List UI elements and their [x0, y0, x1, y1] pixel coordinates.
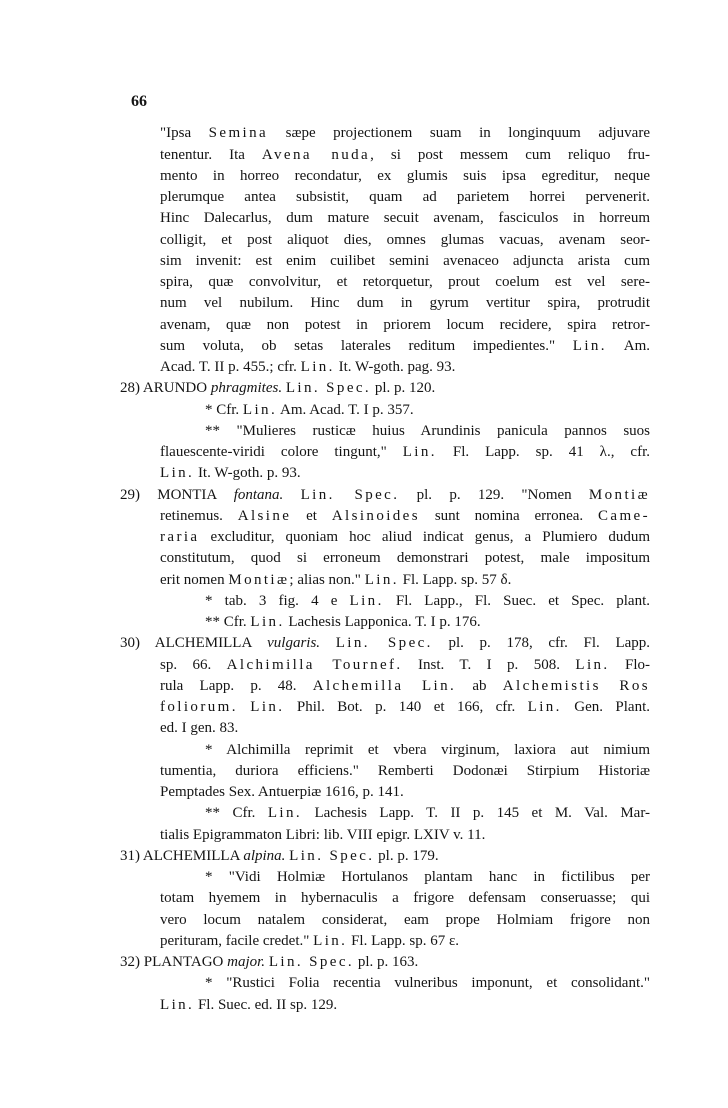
text-line: erit nomen Montiæ; alias non." Lin. Fl. Lapp. sp. 57 δ.	[160, 572, 512, 588]
text-line: ** Cfr. Lin. Lachesis Lapp. T. II p. 145 et M. Val. Mar-	[205, 805, 651, 821]
text-line: * Alchimilla reprimit et vbera virginum, laxiora aut nimium	[205, 742, 650, 758]
text-line: Lin. It. W-goth. p. 93.	[160, 465, 301, 481]
text-line: 29) MONTIA fontana. Lin. Spec. pl. p. 129. "Nomen Montiæ	[120, 487, 650, 503]
spaced-name: Lin.	[575, 657, 610, 673]
text-line: Acad. T. II p. 455.; cfr. Lin. It. W-goth. pag. 93.	[160, 359, 456, 375]
text-line: 31) ALCHEMILLA alpina. Lin. Spec. pl. p. 179.	[120, 848, 439, 864]
text-line: 28) ARUNDO phragmites. Lin. Spec. pl. p. 120.	[120, 380, 436, 396]
spaced-name: Lin. Spec.	[300, 487, 400, 503]
species-epithet: vulgaris.	[267, 635, 321, 651]
text-line: 30) ALCHEMILLA vulgaris. Lin. Spec. pl. p. 178, cfr. Fl. Lapp.	[120, 635, 651, 651]
text-line: tenentur. Ita Avena nuda, si post messem cum reliquo fru-	[160, 147, 651, 163]
text-line: sim invenit: est enim cuilibet semini avenaceo adjuncta arista cum	[160, 253, 650, 269]
text-line: sum voluta, ob setas laterales reditum impedientes." Lin. Am.	[160, 338, 650, 354]
text-line: spira, quæ convolvitur, et retorquetur, prout coelum est vel sere-	[160, 274, 650, 290]
text-line: raria excluditur, quoniam hoc aliud indicat genus, a Plumiero dudum	[160, 529, 650, 545]
text-line: ed. I gen. 83.	[160, 720, 239, 736]
text-line: "Ipsa Semina sæpe projectionem suam in longinquum adjuvare	[160, 125, 650, 141]
text-line: rula Lapp. p. 48. Alchemilla Lin. ab Alchemistis Ros	[160, 678, 650, 694]
text-line: * Cfr. Lin. Am. Acad. T. I p. 357.	[205, 402, 414, 418]
spaced-name: Lin. Spec.	[289, 848, 375, 864]
spaced-name: Alchemistis Ros	[502, 678, 650, 694]
text-line: * "Rustici Folia recentia vulneribus imponunt, et consolidant."	[205, 975, 650, 991]
spaced-name: Lin.	[313, 933, 348, 949]
spaced-name: Lin.	[364, 572, 399, 588]
spaced-name: Lin.	[267, 805, 303, 821]
text-line: Hinc Dalecarlus, dum mature secuit avenam, fasciculos in horreum	[160, 210, 650, 226]
text-line: constitutum, quod si erroneum demonstrari potest, male impositum	[160, 550, 650, 566]
spaced-name: Lin. Spec.	[285, 380, 372, 396]
text-line: ** Cfr. Lin. Lachesis Lapponica. T. I p. 176.	[205, 614, 481, 630]
spaced-name: Alsine	[237, 508, 292, 524]
text-line: avenam, quæ non potest in priorem locum recidere, spira retror-	[160, 317, 650, 333]
text-line: tumentia, duriora efficiens." Remberti Dodonæi Stirpium Historiæ	[160, 763, 650, 779]
spaced-name: Came-	[598, 508, 651, 524]
spaced-name: Lin.	[300, 359, 335, 375]
spaced-name: Montiæ	[228, 572, 290, 588]
spaced-name: Lin.	[242, 402, 278, 418]
text-line: totam hyemem in hybernaculis a frigore defensam conseruasse; qui	[160, 890, 650, 906]
text-line: colligit, et post aliquot dies, omnes glumas vacuas, avenam seor-	[160, 232, 650, 248]
spaced-name: Lin.	[250, 614, 285, 630]
text-line: plerumque antea subsistit, quam ad parietem horrei pervenerit.	[160, 189, 650, 205]
spaced-name: Lin.	[250, 699, 285, 715]
text-line: * tab. 3 fig. 4 e Lin. Fl. Lapp., Fl. Suec. et Spec. plant.	[205, 593, 650, 609]
spaced-name: Semina	[208, 125, 269, 141]
page-number: 66	[131, 93, 147, 110]
text-line: flauescente-viridi colore tingunt," Lin. Fl. Lapp. sp. 41 λ., cfr.	[160, 444, 650, 460]
species-epithet: alpina.	[243, 848, 286, 864]
spaced-name: Lin.	[160, 997, 195, 1013]
text-line: ** "Mulieres rusticæ huius Arundinis panicula pannos suos	[205, 423, 650, 439]
spaced-name: foliorum.	[160, 699, 238, 715]
spaced-name: raria	[160, 529, 200, 545]
text-line: mento in horreo recondatur, ex glumis suis ipsa egreditur, neque	[160, 168, 650, 184]
spaced-name: Lin.	[349, 593, 384, 609]
spaced-name: Lin.	[160, 465, 195, 481]
text-line: * "Vidi Holmiæ Hortulanos plantam hanc in fictilibus per	[205, 869, 650, 885]
spaced-name: Lin.	[572, 338, 607, 354]
spaced-name: Montiæ	[588, 487, 650, 503]
spaced-name: Avena nuda	[261, 147, 371, 163]
text-line: tialis Epigrammaton Libri: lib. VIII epigr. LXIV v. 11.	[160, 827, 486, 843]
text-line: retinemus. Alsine et Alsinoides sunt nomina erronea. Came-	[160, 508, 651, 524]
spaced-name: Lin.	[402, 444, 437, 460]
text-line: Lin. Fl. Suec. ed. II sp. 129.	[160, 997, 338, 1013]
spaced-name: Lin. Spec.	[268, 954, 355, 970]
text-line: vero locum natalem considerat, eam prope Holmiam frigore non	[160, 912, 650, 928]
spaced-name: Lin. Spec.	[335, 635, 433, 651]
text-line: foliorum. Lin. Phil. Bot. p. 140 et 166, cfr. Lin. Gen. Plant.	[160, 699, 651, 715]
text-line: perituram, facile credet." Lin. Fl. Lapp. sp. 67 ε.	[160, 933, 460, 949]
spaced-name: Lin.	[527, 699, 562, 715]
species-epithet: phragmites.	[210, 380, 283, 396]
spaced-name: Alsinoides	[331, 508, 420, 524]
spaced-name: Alchimilla Tournef.	[226, 657, 403, 673]
spaced-name: Alchemilla Lin.	[312, 678, 457, 694]
text-line: sp. 66. Alchimilla Tournef. Inst. T. I p. 508. Lin. Flo-	[160, 657, 650, 673]
text-line: Pemptades Sex. Antuerpiæ 1616, p. 141.	[160, 784, 404, 800]
text-line: num vel nubilum. Hinc dum in gyrum vertitur spira, protrudit	[160, 295, 650, 311]
species-epithet: fontana.	[233, 487, 284, 503]
species-epithet: major.	[227, 954, 266, 970]
text-line: 32) PLANTAGO major. Lin. Spec. pl. p. 163.	[120, 954, 419, 970]
